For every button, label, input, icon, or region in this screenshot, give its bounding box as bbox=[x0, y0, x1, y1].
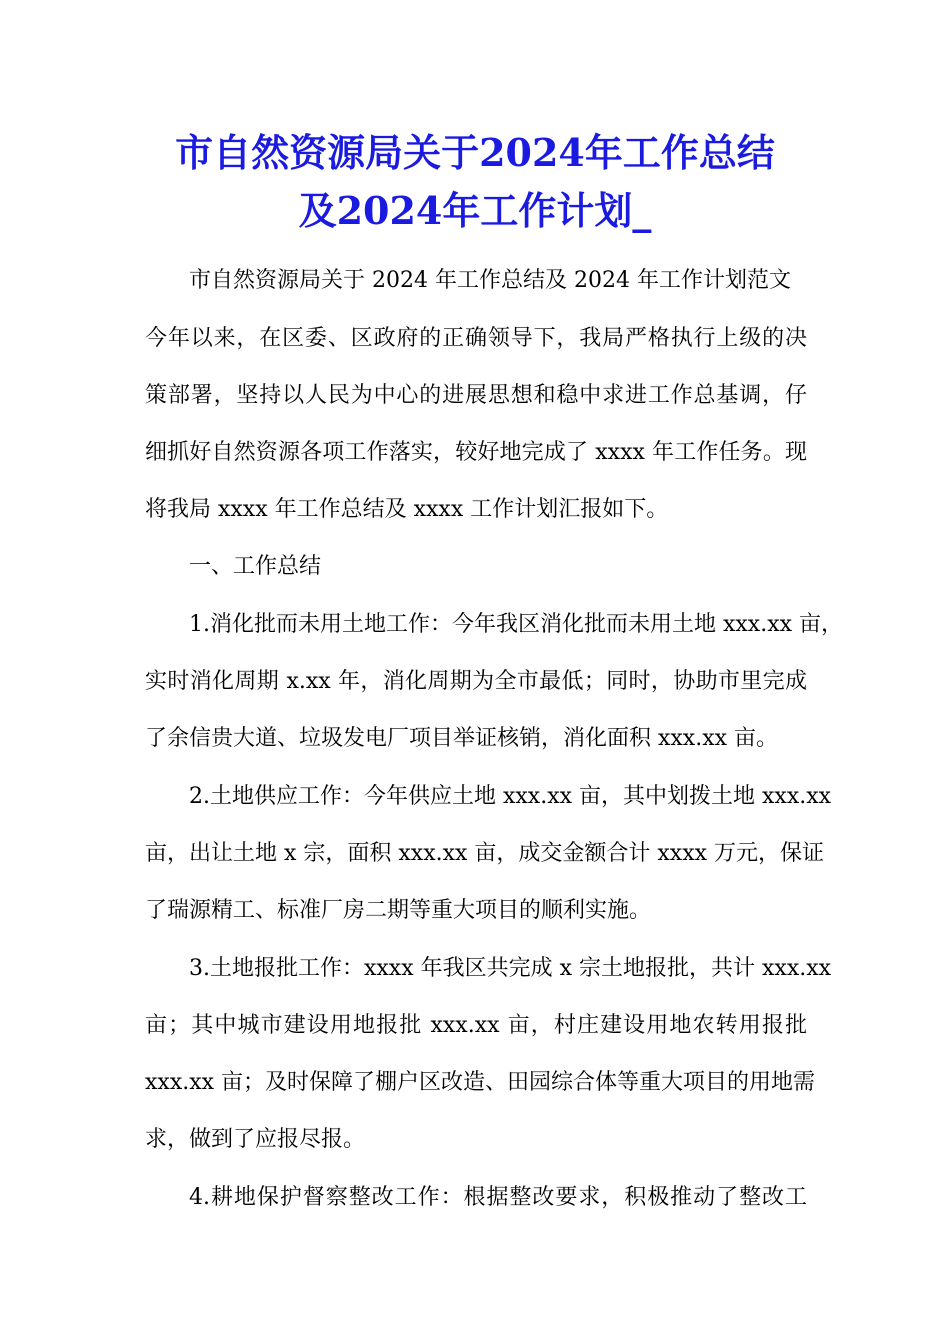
document-title-line-1: 市自然资源局关于2024年工作总结 bbox=[175, 130, 775, 175]
section-heading: 一、工作总结 bbox=[189, 554, 322, 579]
paragraph-line: 3.土地报批工作：xxxx 年我区共完成 x 宗土地报批，共计 xxx.xx bbox=[189, 956, 832, 981]
paragraph-line: 亩，出让土地 x 宗，面积 xxx.xx 亩，成交金额合计 xxxx 万元，保证 bbox=[145, 841, 825, 866]
paragraph-line: 4.耕地保护督察整改工作：根据整改要求，积极推动了整改工 bbox=[189, 1185, 807, 1210]
paragraph-line: 市自然资源局关于 2024 年工作总结及 2024 年工作计划范文 bbox=[189, 268, 791, 293]
paragraph-line: 将我局 xxxx 年工作总结及 xxxx 工作计划汇报如下。 bbox=[145, 497, 669, 522]
paragraph-line: 2.土地供应工作：今年供应土地 xxx.xx 亩，其中划拨土地 xxx.xx bbox=[189, 784, 832, 809]
paragraph-line: 细抓好自然资源各项工作落实，较好地完成了 xxxx 年工作任务。现 bbox=[145, 440, 807, 465]
document-title-line-2: 及2024年工作计划_ bbox=[298, 188, 652, 233]
paragraph-line: 亩；其中城市建设用地报批 xxx.xx 亩，村庄建设用地农转用报批 bbox=[145, 1013, 807, 1038]
paragraph-line: 求，做到了应报尽报。 bbox=[145, 1127, 366, 1152]
paragraph-line: 1.消化批而未用土地工作：今年我区消化批而未用土地 xxx.xx 亩， bbox=[189, 612, 844, 637]
paragraph-line: 了余信贵大道、垃圾发电厂项目举证核销，消化面积 xxx.xx 亩。 bbox=[145, 726, 779, 751]
paragraph-line: xxx.xx 亩；及时保障了棚户区改造、田园综合体等重大项目的用地需 bbox=[145, 1070, 816, 1095]
paragraph-line: 实时消化周期 x.xx 年，消化周期为全市最低；同时，协助市里完成 bbox=[145, 669, 807, 694]
paragraph-line: 了瑞源精工、标准厂房二期等重大项目的顺利实施。 bbox=[145, 898, 652, 923]
paragraph-line: 今年以来，在区委、区政府的正确领导下，我局严格执行上级的决 bbox=[145, 326, 807, 351]
paragraph-line: 策部署，坚持以人民为中心的进展思想和稳中求进工作总基调，仔 bbox=[145, 383, 807, 408]
